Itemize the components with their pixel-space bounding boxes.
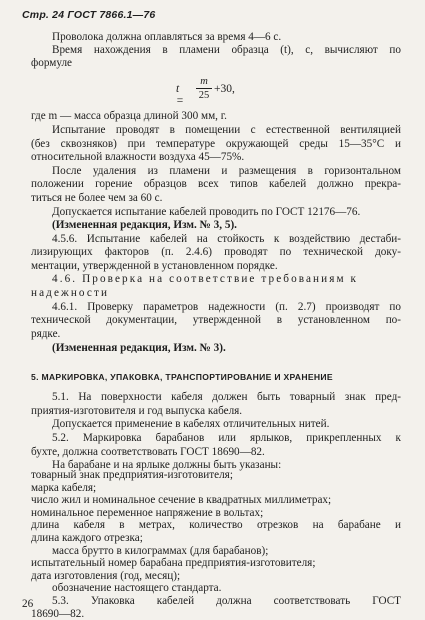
text-line: приятия-изготовителя и год выпуска кабеля. <box>31 405 243 417</box>
text-line: 4.6.1. Проверку параметров надежности (п. 2.7) производят по <box>52 301 401 313</box>
text-line: относительной влажности воздуха 45—75%. <box>31 151 245 163</box>
text-line: формуле <box>31 57 72 69</box>
page-header: Стр. 24 ГОСТ 7866.1—76 <box>22 9 156 21</box>
text-line: Допускается применение в кабелях отличительных нитей. <box>52 418 330 430</box>
text-line: положении горение образцов всех типов кабелей должно прекра- <box>31 178 401 190</box>
list-item: длина кабеля в метрах, количество отрезков на барабане и <box>31 519 401 531</box>
subsection-title: надежности <box>31 287 110 299</box>
list-item: длина каждого отрезка; <box>31 532 143 544</box>
text-line: 5.2. Маркировка барабанов или ярлыков, прикрепленных к <box>52 432 401 444</box>
text-line: бухте, должна соответствовать ГОСТ 18690—82. <box>31 446 265 458</box>
text-line: (без сквозняков) при температуре окружающей среды 15—35°С и <box>31 138 401 150</box>
amendment-note: (Измененная редакция, Изм. № 3, 5). <box>52 219 237 231</box>
text-line: После удаления из пламени и размещения в горизонтальном <box>52 165 401 177</box>
list-item: масса брутто в килограммах (для барабанов); <box>52 545 269 557</box>
text-line: технической документации, утвержденной в установленном по- <box>31 314 401 326</box>
section-heading: 5. МАРКИРОВКА, УПАКОВКА, ТРАНСПОРТИРОВАНИЕ И ХРАНЕНИЕ <box>31 372 333 382</box>
page-number: 26 <box>22 598 34 610</box>
list-item: дата изготовления (год, месяц); <box>31 570 181 582</box>
text-line: Время нахождения в пламени образца (t), с, вычисляют по <box>52 44 401 56</box>
list-item: товарный знак предприятия-изготовителя; <box>31 469 233 481</box>
list-item: испытательный номер барабана предприятия-изготовителя; <box>31 557 316 569</box>
list-item: марка кабеля; <box>31 482 97 494</box>
text-line: Проволока должна оплавляться за время 4—6 с. <box>52 31 282 43</box>
text-line: лизирующих факторов (п. 2.4.6) проводят по технической доку- <box>31 246 401 258</box>
list-item: номинальное переменное напряжение в вольтах; <box>31 507 264 519</box>
formula-denominator: 25 <box>198 90 210 101</box>
formula-fraction <box>196 76 212 101</box>
text-line: ментации, утвержденной в установленном порядке. <box>31 260 278 272</box>
subsection-title: 4.6. Проверка на соответствие требованиям к <box>52 273 359 285</box>
amendment-note: (Измененная редакция, Изм. № 3). <box>52 342 226 354</box>
text-line: 5.1. На поверхности кабеля должен быть товарный знак пред- <box>52 391 401 403</box>
text-line: 4.5.6. Испытание кабелей на стойкость к воздействию дестаби- <box>52 233 401 245</box>
text-line: рядке. <box>31 328 61 340</box>
formula-rhs: +30, <box>214 83 235 95</box>
formula-numerator: m <box>200 76 208 87</box>
text-line: где m — масса образца длиной 300 мм, г. <box>31 110 227 122</box>
text-line: 18690—82. <box>31 608 85 620</box>
text-line: титься не более чем за 60 с. <box>31 192 163 204</box>
formula-lhs: t = <box>176 83 184 107</box>
list-item: число жил и номинальное сечение в квадратных миллиметрах; <box>31 494 332 506</box>
text-line: Допускается испытание кабелей проводить по ГОСТ 12176—76. <box>52 206 361 218</box>
text-line: На барабане и на ярлыке должны быть указаны: <box>52 459 282 471</box>
list-item: обозначение настоящего стандарта. <box>52 582 222 594</box>
text-line: 5.3. Упаковка кабелей должна соответствовать ГОСТ <box>52 595 401 607</box>
text-line: Испытание проводят в помещении с естественной вентиляцией <box>52 124 401 136</box>
fraction-bar <box>196 88 212 89</box>
